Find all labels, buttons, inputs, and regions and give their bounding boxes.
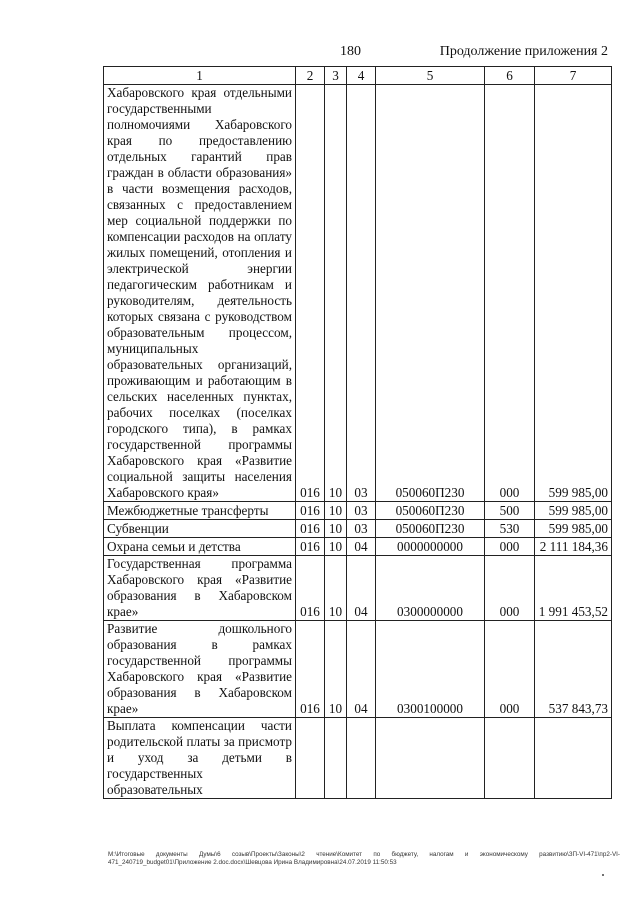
col-header-2: 2 [296,67,325,85]
section-code: 10 [325,621,347,718]
expense-type-code: 500 [485,502,535,520]
subsection-code: 03 [347,502,376,520]
subsection-code [347,718,376,799]
col-header-7: 7 [535,67,612,85]
expense-type-code: 000 [485,621,535,718]
subsection-code: 04 [347,621,376,718]
amount: 599 985,00 [535,520,612,538]
expense-type-code: 000 [485,85,535,502]
ministry-code: 016 [296,556,325,621]
amount: 2 111 184,36 [535,538,612,556]
ministry-code [296,718,325,799]
ministry-code: 016 [296,502,325,520]
ministry-code: 016 [296,621,325,718]
subsection-code: 04 [347,538,376,556]
ministry-code: 016 [296,538,325,556]
amount: 599 985,00 [535,502,612,520]
col-header-5: 5 [376,67,485,85]
table-row [104,538,612,556]
row-name: Государственная программа Хабаровского края «Развитие образования в Хабаровском крае» [104,556,296,621]
subsection-code: 04 [347,556,376,621]
row-name: Выплата компенсации части родительской платы за присмотр и уход за детьми в государственных образовательных [104,718,296,799]
target-article-code: 0300000000 [376,556,485,621]
subsection-code: 03 [347,520,376,538]
amount [535,718,612,799]
ministry-code: 016 [296,520,325,538]
row-name: Охрана семьи и детства [104,538,296,556]
expense-type-code: 000 [485,556,535,621]
amount: 1 991 453,52 [535,556,612,621]
table-row [104,502,612,520]
section-code: 10 [325,520,347,538]
target-article-code: 0300100000 [376,621,485,718]
subsection-code: 03 [347,85,376,502]
section-code: 10 [325,85,347,502]
ministry-code: 016 [296,85,325,502]
continuation-label: Продолжение приложения 2 [439,44,608,59]
target-article-code: 050060П230 [376,85,485,502]
col-header-6: 6 [485,67,535,85]
budget-table [103,66,612,799]
column-number-row [104,67,612,85]
table-row [104,520,612,538]
table-row [104,718,612,799]
target-article-code [376,718,485,799]
scan-dot [602,874,604,876]
row-name: Развитие дошкольного образования в рамках государственной программы Хабаровского края «Развитие образования в Хабаровском крае» [104,621,296,718]
target-article-code: 0000000000 [376,538,485,556]
table-row [104,85,612,502]
col-header-1: 1 [104,67,296,85]
col-header-4: 4 [347,67,376,85]
target-article-code: 050060П230 [376,520,485,538]
table-row [104,621,612,718]
file-path-footer: M:\Итоговые документы Думы\6 созыв\Проекты\Законы\2 чтение\Комитет по бюджету, налогам и экономическому развитию\ЗП-VI-471\пр2-VI-471_240719_budget01\Приложение 2.doc.docx\Шевцова Ирина Владимировна\24.07.2019 11:50:53 [108,851,620,866]
section-code: 10 [325,556,347,621]
expense-type-code [485,718,535,799]
row-name: Субвенции [104,520,296,538]
amount: 537 843,73 [535,621,612,718]
col-header-3: 3 [325,67,347,85]
section-code [325,718,347,799]
section-code: 10 [325,502,347,520]
row-name: Хабаровского края отдельными государственными полномочиями Хабаровского края по предоставлению отдельных гарантий прав граждан в области образования» в части возмещения расходов, связанных с предоставлением мер социальной поддержки по компенсации расходов на оплату жилых помещений, отопления и электрической энергии педагогическим работникам и руководителям, деятельность которых связана с руководством образовательным процессом, муниципальных образовательных организаций, проживающим и работающим в сельских населенных пунктах, рабочих поселках (поселках городского типа), в рамках государственной программы Хабаровского края «Развитие социальной защиты населения Хабаровского края» [104,85,296,502]
page-number: 180 [340,44,361,59]
expense-type-code: 000 [485,538,535,556]
expense-type-code: 530 [485,520,535,538]
amount: 599 985,00 [535,85,612,502]
table-row [104,556,612,621]
target-article-code: 050060П230 [376,502,485,520]
row-name: Межбюджетные трансферты [104,502,296,520]
section-code: 10 [325,538,347,556]
